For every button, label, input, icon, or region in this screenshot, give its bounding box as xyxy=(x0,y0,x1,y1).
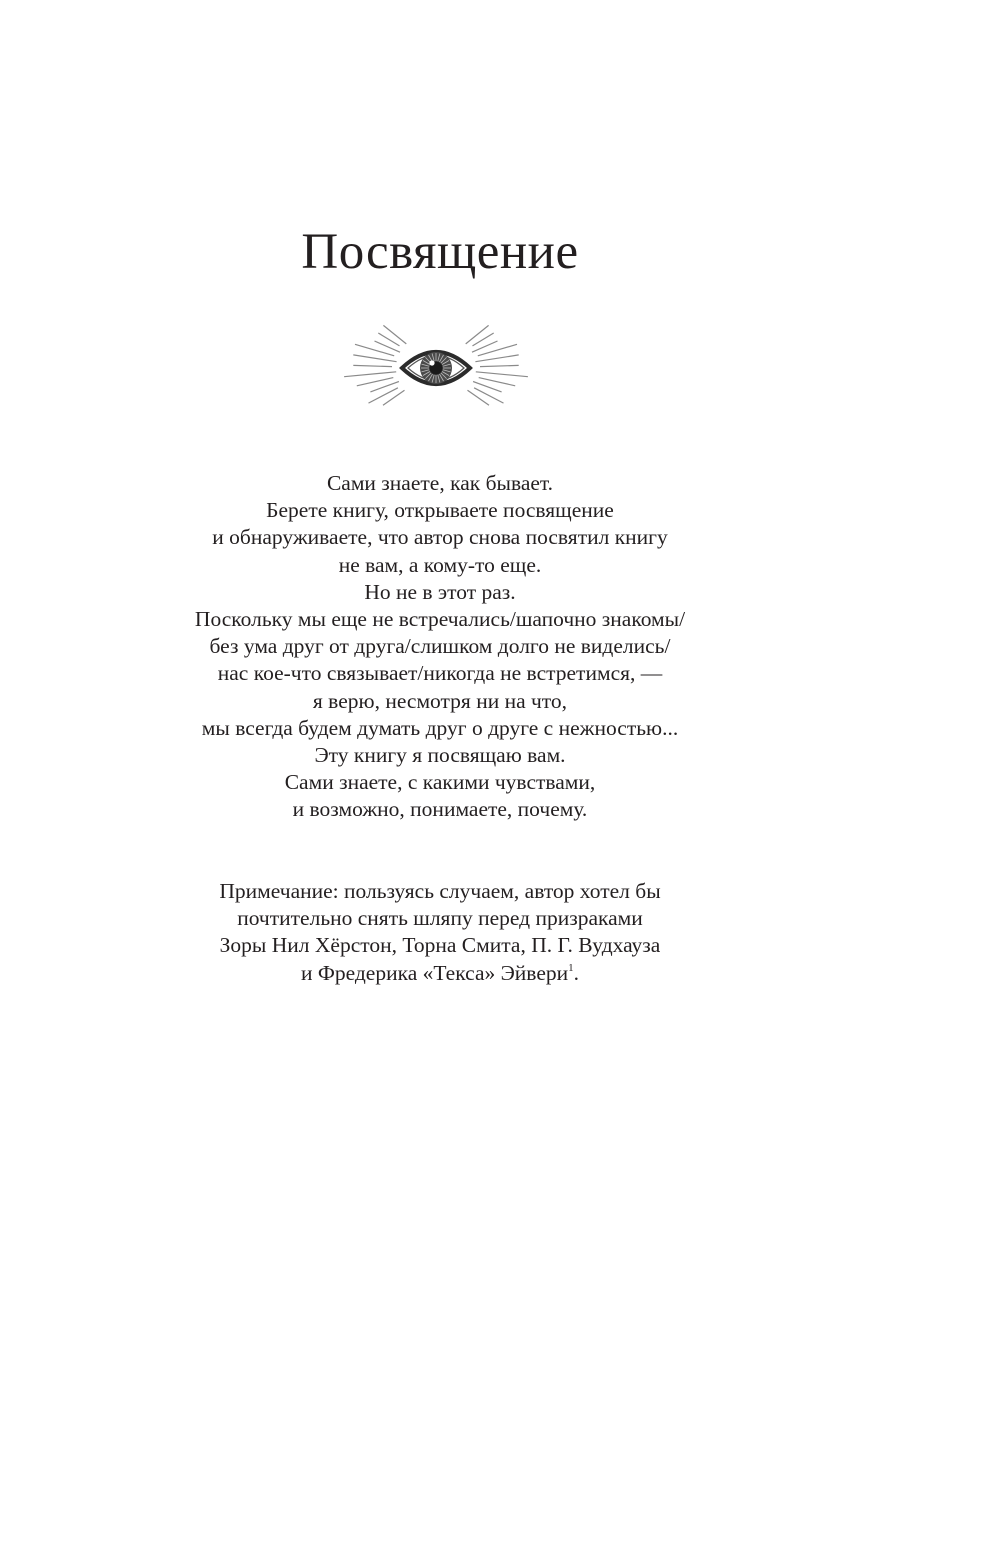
dedication-line: Сами знаете, с какими чувствами, xyxy=(284,770,596,795)
ornament-ray xyxy=(355,344,394,356)
dedication-line: и обнаруживаете, что автор снова посвятил книгу xyxy=(212,525,668,550)
ornament-ray xyxy=(383,390,405,405)
note-line: почтительно снять шляпу перед призраками xyxy=(237,906,643,931)
ornament-ray xyxy=(353,365,392,366)
dedication-line: Сами знаете, как бывает. xyxy=(326,471,554,495)
ornament-ray xyxy=(370,382,399,392)
dedication-line: и возможно, понимаете, почему. xyxy=(292,797,588,822)
author-note xyxy=(0,878,880,987)
all-seeing-eye-icon xyxy=(328,322,544,414)
ornament-ray xyxy=(353,355,396,362)
page-title: Посвящение xyxy=(301,224,579,280)
note-line-last xyxy=(0,960,880,987)
ornament-ray xyxy=(468,390,490,405)
dedication-line: Эту книгу я посвящаю вам. xyxy=(314,743,566,768)
ornament-ray xyxy=(473,382,502,392)
dedication-line: не вам, а кому-то еще. xyxy=(338,552,542,577)
ornament-ray xyxy=(344,372,396,377)
ornament-ray xyxy=(474,388,503,403)
note-line: Зоры Нил Хёрстон, Торна Смита, П. Г. Вудхауза xyxy=(219,933,661,958)
ornament-ray xyxy=(369,388,398,403)
dedication-line: мы всегда будем думать друг о друге с нежностью... xyxy=(201,715,679,740)
ornament-ray xyxy=(475,355,518,362)
dedication-text xyxy=(0,470,880,824)
dedication-line: Но не в этот раз. xyxy=(364,579,516,604)
dedication-line: без ума друг от друга/слишком долго не виделись/ xyxy=(209,634,671,659)
dedication-line: нас кое-что связывает/никогда не встретимся, — xyxy=(217,661,663,686)
footnote-marker[interactable]: 1 xyxy=(568,961,574,974)
ornament-ray xyxy=(466,325,489,344)
ornament-ray xyxy=(476,372,528,377)
dedication-line: я верю, несмотря ни на что, xyxy=(312,688,568,713)
dedication-line: Поскольку мы еще не встречались/шапочно знакомы/ xyxy=(194,607,686,632)
ornament-ray xyxy=(480,365,519,366)
ornament-ray xyxy=(478,344,517,356)
dedication-line: Берете книгу, открываете посвящение xyxy=(266,498,614,523)
ornament-ray xyxy=(383,325,406,344)
ornament-ray xyxy=(357,378,394,386)
ornament-ray xyxy=(479,378,516,386)
note-line: Примечание: пользуясь случаем, автор хотел бы xyxy=(219,879,661,903)
note-end-punct: . xyxy=(573,960,580,985)
note-last-text: и Фредерика «Текса» Эйвери xyxy=(300,960,569,985)
